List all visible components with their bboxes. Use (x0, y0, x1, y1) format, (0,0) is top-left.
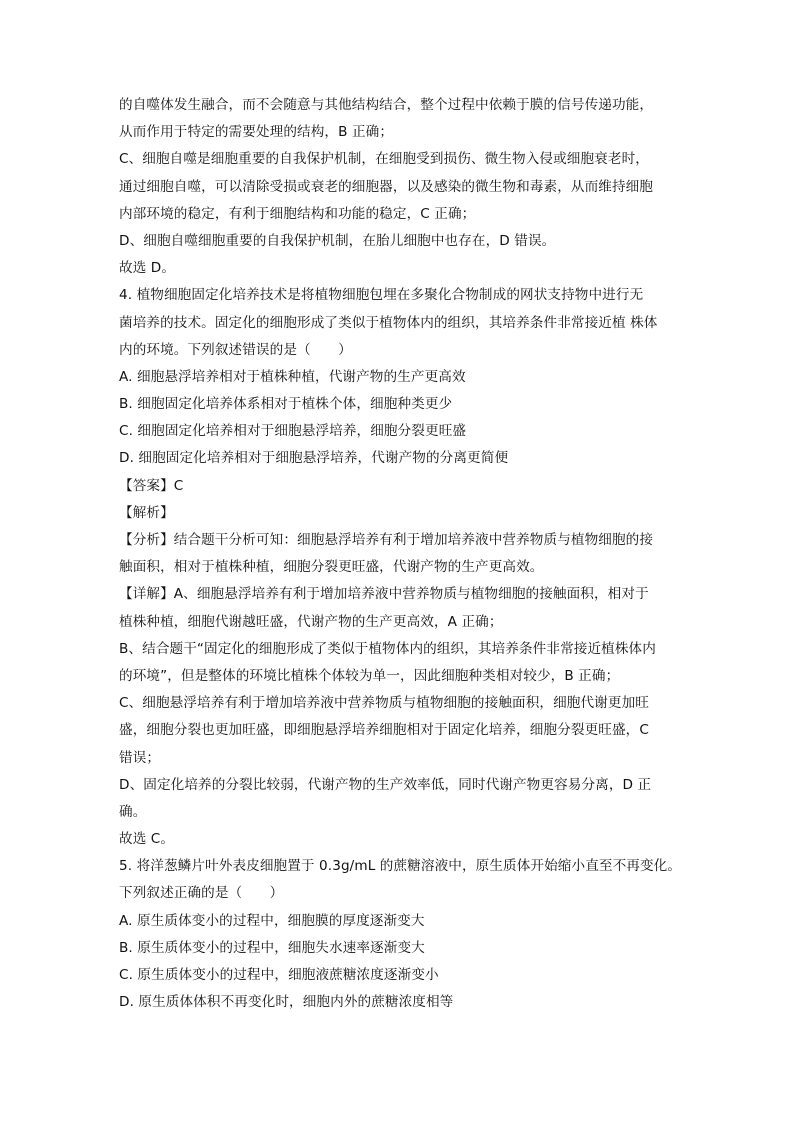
text-line: 【详解】A、细胞悬浮培养有利于增加培养液中营养物质与植物细胞的接触面积，相对于 (119, 586, 649, 603)
document-page (119, 92, 684, 1016)
text-line: 错误； (119, 749, 161, 766)
option-a: A. 原生质体变小的过程中，细胞膜的厚度逐渐变大 (119, 912, 425, 929)
text-line: 内部环境的稳定，有利于细胞结构和功能的稳定，C 正确； (119, 205, 476, 222)
text-line: 从而作用于特定的需要处理的结构，B 正确； (119, 124, 394, 141)
text-line: 内的环境。下列叙述错误的是（ ） (119, 341, 352, 358)
text-line: D、固定化培养的分裂比较弱，代谢产物的生产效率低，同时代谢产物更容易分离，D 正 (119, 776, 652, 793)
text-line: 的自噬体发生融合，而不会随意与其他结构结合，整个过程中依赖于膜的信号传递功能， (119, 97, 654, 113)
option-a: A. 细胞悬浮培养相对于植株种植，代谢产物的生产更高效 (119, 368, 466, 385)
text-line: 通过细胞自噬，可以清除受损或衰老的细胞器，以及感染的微生物和毒素，从而维持细胞 (119, 178, 654, 195)
question-4-stem: 4. 植物细胞固定化培养技术是将植物细胞包埋在多聚化合物制成的网状支持物中进行无 (119, 287, 644, 304)
text-line: 故选 C。 (119, 831, 175, 848)
text-line: C、细胞自噬是细胞重要的自我保护机制，在细胞受到损伤、微生物入侵或细胞衰老时， (119, 151, 649, 168)
text-line: B、结合题干“固定化的细胞形成了类似于植物体内的组织，其培养条件非常接近植株体内 (119, 640, 656, 657)
option-b: B. 细胞固定化培养体系相对于植株个体，细胞种类更少 (119, 396, 453, 413)
text-line: D、细胞自噬细胞重要的自我保护机制，在胎儿细胞中也存在，D 错误。 (119, 232, 556, 249)
text-line: 故选 D。 (119, 260, 176, 277)
text-line: 确。 (119, 803, 147, 820)
text-line: 盛，细胞分裂也更加旺盛，即细胞悬浮培养细胞相对于固定化培养，细胞分裂更旺盛，C (119, 722, 649, 739)
option-c: C. 原生质体变小的过程中，细胞液蔗糖浓度逐渐变小 (119, 967, 439, 983)
analysis-heading: 【解析】 (119, 504, 174, 521)
option-d: D. 原生质体体积不再变化时，细胞内外的蔗糖浓度相等 (119, 994, 454, 1011)
text-line: 触面积，相对于植株种植，细胞分裂更旺盛，代谢产物的生产更高效。 (119, 559, 544, 576)
text-line: 菌培养的技术。固定化的细胞形成了类似于植物体内的组织，其培养条件非常接近植 株体 (119, 314, 658, 331)
question-5-stem: 5. 将洋葱鳞片叶外表皮细胞置于 0.3g/mL 的蔗糖溶液中，原生质体开始缩小直至不再变化。 (119, 858, 682, 875)
text-line: C、细胞悬浮培养有利于增加培养液中营养物质与植物细胞的接触面积，细胞代谢更加旺 (119, 695, 649, 712)
text-line: 【分析】结合题干分析可知：细胞悬浮培养有利于增加培养液中营养物质与植物细胞的接 (119, 532, 654, 548)
text-line: 植株种植，细胞代谢越旺盛，代谢产物的生产更高效，A 正确； (119, 613, 503, 630)
option-b: B. 原生质体变小的过程中，细胞失水速率逐渐变大 (119, 939, 425, 956)
text-line: 的环境”，但是整体的环境比植株个体较为单一，因此细胞种类相对较少，B 正确； (119, 667, 620, 684)
text-line: 下列叙述正确的是（ ） (119, 885, 284, 902)
answer-line: 【答案】C (119, 477, 184, 494)
option-c: C. 细胞固定化培养相对于细胞悬浮培养，细胞分裂更旺盛 (119, 423, 467, 440)
option-d: D. 细胞固定化培养相对于细胞悬浮培养，代谢产物的分离更简便 (119, 450, 509, 467)
